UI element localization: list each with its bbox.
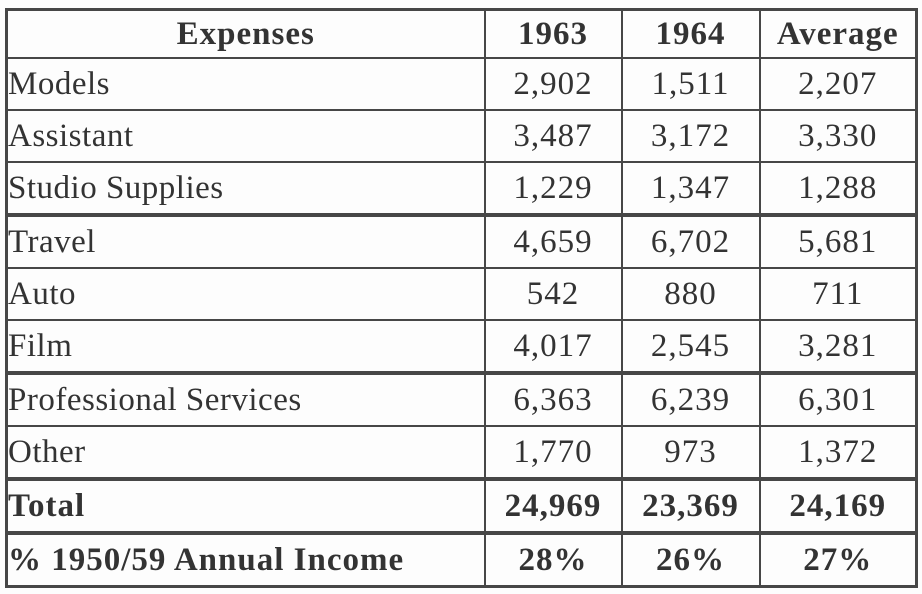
- value-cell: 711: [760, 268, 917, 320]
- value-cell: 973: [622, 426, 760, 479]
- table-row: [7, 533, 917, 587]
- header-row: [7, 10, 917, 59]
- value-cell: 1,347: [622, 162, 760, 215]
- expenses-table: [5, 8, 918, 588]
- header-cell-expenses: Expenses: [7, 10, 485, 59]
- value-cell: 4,017: [485, 320, 622, 373]
- value-cell: 6,239: [622, 373, 760, 426]
- row-label-cell: Other: [7, 426, 485, 479]
- value-cell: 26%: [622, 533, 760, 587]
- table-row: [7, 373, 917, 426]
- row-label-cell: % 1950/59 Annual Income: [7, 533, 485, 587]
- table-row: [7, 162, 917, 215]
- table-row: [7, 479, 917, 533]
- value-cell: 2,902: [485, 58, 622, 110]
- row-label-cell: Models: [7, 58, 485, 110]
- value-cell: 1,511: [622, 58, 760, 110]
- row-label-cell: Auto: [7, 268, 485, 320]
- row-label-cell: Film: [7, 320, 485, 373]
- value-cell: 4,659: [485, 215, 622, 268]
- table-header: [7, 10, 917, 59]
- value-cell: 542: [485, 268, 622, 320]
- value-cell: 6,702: [622, 215, 760, 268]
- table-row: [7, 320, 917, 373]
- row-label-cell: Assistant: [7, 110, 485, 162]
- value-cell: 3,172: [622, 110, 760, 162]
- value-cell: 6,363: [485, 373, 622, 426]
- value-cell: 1,372: [760, 426, 917, 479]
- table-row: [7, 426, 917, 479]
- table-row: [7, 268, 917, 320]
- value-cell: 2,545: [622, 320, 760, 373]
- header-cell-1964: 1964: [622, 10, 760, 59]
- value-cell: 23,369: [622, 479, 760, 533]
- row-label-cell: Studio Supplies: [7, 162, 485, 215]
- value-cell: 6,301: [760, 373, 917, 426]
- value-cell: 3,281: [760, 320, 917, 373]
- value-cell: 27%: [760, 533, 917, 587]
- table-body: [7, 58, 917, 587]
- header-cell-1963: 1963: [485, 10, 622, 59]
- value-cell: 24,169: [760, 479, 917, 533]
- value-cell: 5,681: [760, 215, 917, 268]
- row-label-cell: Total: [7, 479, 485, 533]
- table-row: [7, 58, 917, 110]
- value-cell: 1,770: [485, 426, 622, 479]
- value-cell: 28%: [485, 533, 622, 587]
- value-cell: 880: [622, 268, 760, 320]
- value-cell: 24,969: [485, 479, 622, 533]
- header-cell-average: Average: [760, 10, 917, 59]
- row-label-cell: Professional Services: [7, 373, 485, 426]
- row-label-cell: Travel: [7, 215, 485, 268]
- table-row: [7, 110, 917, 162]
- value-cell: 3,487: [485, 110, 622, 162]
- value-cell: 2,207: [760, 58, 917, 110]
- value-cell: 3,330: [760, 110, 917, 162]
- value-cell: 1,288: [760, 162, 917, 215]
- value-cell: 1,229: [485, 162, 622, 215]
- table-row: [7, 215, 917, 268]
